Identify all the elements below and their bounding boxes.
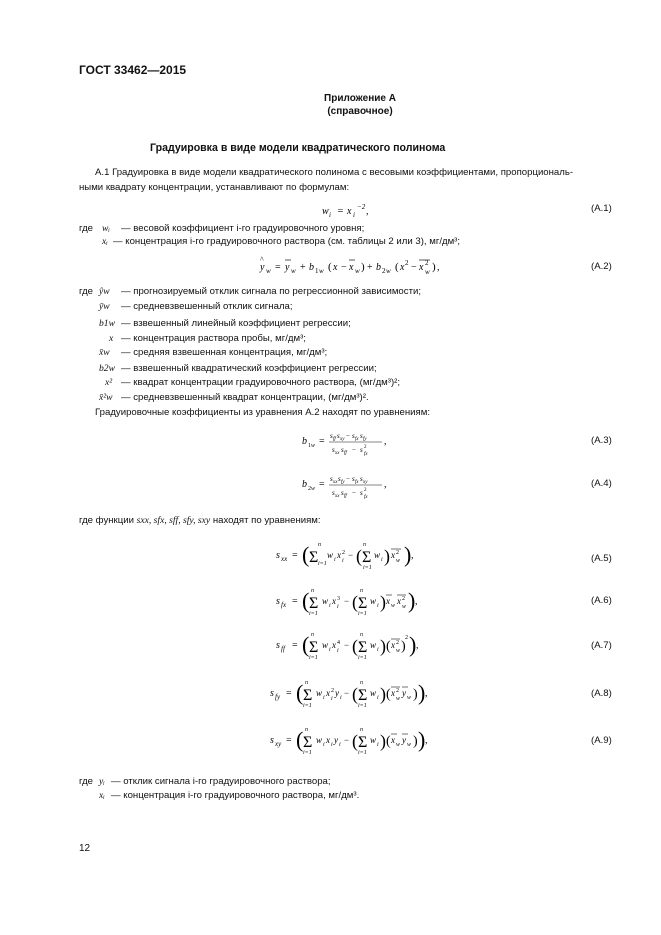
svg-text:+: + [367,262,373,273]
svg-text:b: b [302,479,307,490]
svg-text:(: ( [296,680,304,705]
svg-text:): ) [418,680,426,705]
svg-text:fy: fy [341,480,345,485]
svg-text:s: s [360,432,363,440]
svg-text:i: i [339,742,341,748]
svg-text:xx: xx [335,451,340,456]
svg-text:): ) [380,731,386,751]
equation-a7 [274,626,424,671]
intro-line-1: А.1 Градуировка в виде модели квадратического полинома с весовыми коэффициентами, пропорциональ- [95,167,574,178]
equation-a5-number: (А.5) [591,553,612,564]
where2-text-xbar: — средняя взвешенная концентрация, мг/дм³; [121,347,328,358]
equation-a9-number: (А.9) [591,735,612,746]
svg-text:i=1: i=1 [358,655,367,661]
svg-text:): ) [380,592,386,612]
coefficients-text: Градуировочные коэффициенты из уравнения А.2 находят по уравнениям: [95,407,430,418]
svg-text:w: w [396,648,401,654]
svg-text:1: 1 [308,443,311,449]
svg-text:=: = [292,550,298,561]
svg-text:i: i [337,648,339,654]
svg-text:2: 2 [308,486,311,492]
svg-text:b: b [376,262,381,273]
svg-text:(: ( [352,636,358,656]
svg-text:2: 2 [425,259,429,267]
svg-text:Σ: Σ [309,549,319,566]
svg-text:s: s [360,489,363,497]
svg-text:x: x [349,262,354,273]
svg-text:): ) [401,639,406,654]
svg-text:w: w [322,596,329,606]
svg-text:s: s [352,432,355,440]
svg-text:=: = [286,688,292,699]
svg-text:=: = [286,735,292,746]
equation-a1-graphic [318,202,398,220]
where2-sym-ybar: ȳw [99,301,110,312]
svg-text:,: , [437,262,440,273]
svg-text:Σ: Σ [309,639,319,656]
svg-text:s: s [338,475,341,483]
svg-text:^: ^ [260,255,264,264]
where2-sym-b2w: b2w [99,363,115,374]
svg-text:−: − [352,446,356,454]
svg-text:w: w [311,486,316,492]
svg-text:=: = [292,596,298,607]
svg-text:): ) [418,727,426,752]
svg-text:i=1: i=1 [318,561,327,567]
svg-text:w: w [396,742,401,748]
appendix-title [280,92,440,118]
svg-text:w: w [402,604,407,610]
svg-text:i: i [337,604,339,610]
svg-text:i: i [331,742,333,748]
appendix-title-text: Приложение А [324,93,396,104]
svg-text:s: s [276,640,280,651]
equation-a2-number: (А.2) [591,261,612,272]
svg-text:i: i [323,695,325,701]
svg-text:2: 2 [396,550,399,556]
equation-a4-graphic [300,471,400,501]
svg-text:2: 2 [342,550,345,556]
svg-text:+: + [300,262,306,273]
svg-text:Σ: Σ [358,687,368,704]
svg-text:s: s [337,432,340,440]
svg-text:i: i [329,603,331,609]
where3-sym-y: yᵢ [99,776,105,787]
svg-text:w: w [370,596,377,606]
svg-text:i=1: i=1 [358,703,367,709]
svg-text:(: ( [395,261,399,273]
svg-text:x: x [391,688,395,698]
svg-text:): ) [361,261,365,273]
svg-text:s: s [332,446,335,454]
functions-text-prefix: где функции [79,515,134,526]
svg-text:,: , [415,596,418,607]
where2-sym-b1w: b1w [99,318,115,329]
svg-text:s: s [332,489,335,497]
svg-text:n: n [311,632,314,638]
svg-text:w: w [322,640,329,650]
svg-text:x: x [391,735,395,745]
svg-text:i: i [342,558,344,564]
svg-text:(: ( [302,632,310,657]
where2-text-x2: — квадрат концентрации градуировочного раствора, (мг/дм³)²; [121,377,401,388]
equation-a3-graphic [300,428,400,458]
equation-a9 [268,721,428,766]
equation-a5 [274,536,424,581]
svg-text:s: s [360,475,363,483]
svg-text:2: 2 [364,445,367,450]
svg-text:w: w [370,735,377,745]
where2-text-b2w: — взвешенный квадратический коэффициент регрессии; [121,363,377,374]
svg-text:i=1: i=1 [309,655,318,661]
svg-text:w: w [316,735,323,745]
svg-text:b: b [302,436,307,447]
equation-a4-number: (А.4) [591,478,612,489]
svg-text:2: 2 [402,596,405,602]
equation-a9-graphic [268,721,428,761]
equation-a8-number: (А.8) [591,688,612,699]
equation-a7-graphic [274,626,424,666]
svg-text:=: = [319,436,325,447]
svg-text:x: x [386,596,390,606]
svg-text:,: , [384,479,387,490]
svg-text:(: ( [296,727,304,752]
equation-a1-number: (А.1) [591,203,612,214]
where2-text-ybar: — средневзвешенный отклик сигнала; [121,301,293,312]
svg-text:Σ: Σ [309,595,319,612]
svg-text:ff: ff [333,437,336,442]
svg-text:w: w [291,267,296,275]
svg-text:ff: ff [281,645,285,653]
svg-text:xy: xy [275,740,282,748]
svg-text:i: i [329,211,331,219]
svg-text:s: s [330,432,333,440]
svg-text:n: n [311,588,314,594]
svg-text:,: , [366,206,369,217]
svg-text:y: y [334,735,338,745]
svg-text:x: x [326,688,330,698]
svg-text:): ) [413,734,418,749]
svg-text:n: n [360,680,363,686]
svg-text:): ) [413,687,418,702]
where3-lead: где [79,776,94,787]
where2-lead: где [79,286,94,297]
svg-text:n: n [360,588,363,594]
document-standard-code: ГОСТ 33462—2015 [79,63,187,77]
equation-a3-number: (А.3) [591,435,612,446]
svg-text:x: x [326,735,330,745]
svg-text:w: w [391,603,396,609]
svg-text:i=1: i=1 [363,565,372,571]
svg-text:4: 4 [337,640,340,646]
svg-text:x: x [391,550,395,560]
svg-text:i: i [353,211,355,219]
svg-text:−: − [346,475,350,483]
svg-text:(: ( [352,592,358,612]
svg-text:w: w [311,443,316,449]
where1-text-w: — весовой коэффициент i-го градуировочного уровня; [121,223,365,234]
where2-text-b1w: — взвешенный линейный коэффициент регрессии; [121,318,351,329]
svg-text:i: i [377,742,379,748]
where2-text-x2bar: — средневзвешенный квадрат концентрации, (мг/дм³)². [121,392,369,403]
svg-text:=: = [275,262,281,273]
equation-a7-number: (А.7) [591,640,612,651]
svg-text:ff: ff [344,451,347,456]
svg-text:Σ: Σ [303,734,313,751]
svg-text:w: w [407,742,412,748]
functions-text-suffix: находят по уравнениям: [212,515,321,526]
svg-text:xx: xx [333,480,338,485]
svg-text:Σ: Σ [358,734,368,751]
svg-text:x: x [347,206,352,217]
svg-text:n: n [360,632,363,638]
functions-text-list: sxx, sfx, sff, sfy, sxy [136,515,211,526]
svg-text:x: x [332,596,336,606]
where3-sym-x: xᵢ [99,790,105,801]
appendix-subtitle-text: (справочное) [327,106,393,117]
svg-text:2: 2 [331,688,334,694]
svg-text:(: ( [352,731,358,751]
svg-text:x: x [332,640,336,650]
svg-text:x: x [397,596,401,606]
svg-text:w: w [355,267,360,275]
page-number: 12 [79,843,91,854]
svg-text:fy: fy [363,437,367,442]
equation-a6 [274,582,424,627]
where2-sym-yhat: ŷw [99,286,110,297]
svg-text:w: w [396,696,401,702]
where3-text-y: — отклик сигнала i-го градуировочного раствора; [111,776,331,787]
svg-text:): ) [380,636,386,656]
svg-text:x: x [333,262,338,273]
svg-text:−2: −2 [357,203,366,211]
svg-text:x: x [337,550,341,560]
svg-text:n: n [363,542,366,548]
svg-text:−: − [346,432,350,440]
svg-text:w: w [370,640,377,650]
where2-sym-x2bar: x̄²w [99,392,113,403]
svg-text:Σ: Σ [358,595,368,612]
svg-text:w: w [316,688,323,698]
svg-text:i=1: i=1 [358,750,367,756]
svg-text:x: x [419,262,424,273]
svg-text:i=1: i=1 [303,750,312,756]
where2-sym-x: x [109,333,114,344]
svg-text:(: ( [386,687,391,702]
svg-text:−: − [344,688,350,698]
svg-text:xy: xy [363,480,368,485]
svg-text:2: 2 [396,640,399,646]
svg-text:−: − [344,640,350,650]
svg-text:3: 3 [337,596,340,602]
svg-text:w: w [322,206,329,217]
svg-text:s: s [341,446,344,454]
svg-text:=: = [337,206,344,217]
svg-text:y: y [402,688,406,698]
where1-text-x: — концентрация i-го градуировочного раствора (см. таблицы 2 или 3), мг/дм³; [113,236,461,247]
svg-text:,: , [411,550,414,561]
svg-text:i: i [323,742,325,748]
svg-text:n: n [305,680,308,686]
svg-text:Σ: Σ [303,687,313,704]
svg-text:x: x [400,262,405,273]
svg-text:y: y [285,262,290,273]
svg-text:y: y [260,262,265,273]
svg-text:−: − [352,489,356,497]
equation-a2-graphic [258,254,448,278]
svg-text:): ) [380,684,386,704]
svg-text:2: 2 [405,635,408,641]
equation-a3 [300,428,400,463]
svg-text:fx: fx [355,480,359,485]
svg-text:2: 2 [364,488,367,493]
svg-text:s: s [276,550,280,561]
svg-text:): ) [404,542,412,567]
svg-text:(: ( [386,639,391,654]
svg-text:s: s [270,735,274,746]
svg-text:(: ( [302,588,310,613]
svg-text:Σ: Σ [358,639,368,656]
svg-text:−: − [348,550,354,560]
svg-text:(: ( [356,546,362,566]
svg-text:xy: xy [340,437,345,442]
section-title: Градуировка в виде модели квадратического полинома [150,142,446,154]
svg-text:i: i [377,603,379,609]
svg-text:fx: fx [364,495,368,500]
svg-text:ff: ff [344,494,347,499]
svg-text:x: x [391,640,395,650]
equation-a6-graphic [274,582,424,622]
svg-text:n: n [318,542,321,548]
svg-text:Σ: Σ [362,549,372,566]
svg-text:n: n [305,727,308,733]
svg-text:w: w [266,267,271,275]
svg-text:i: i [329,647,331,653]
svg-text:,: , [416,640,419,651]
svg-text:s: s [330,475,333,483]
svg-text:i: i [381,557,383,563]
svg-text:s: s [360,446,363,454]
equation-a1 [318,202,398,223]
svg-text:2: 2 [405,259,409,267]
where2-text-yhat: — прогнозируемый отклик сигнала по регрессионной зависимости; [121,286,421,297]
svg-text:i: i [377,647,379,653]
equation-a8-graphic [268,674,428,714]
svg-text:,: , [425,735,428,746]
svg-text:xx: xx [281,555,288,563]
where2-sym-x2: x² [105,377,113,388]
svg-text:i: i [334,557,336,563]
svg-text:1: 1 [315,267,319,275]
equation-a5-graphic [274,536,424,576]
svg-text:): ) [432,261,436,273]
svg-text:2: 2 [382,267,386,275]
svg-text:=: = [292,640,298,651]
svg-text:i: i [340,695,342,701]
svg-text:i=1: i=1 [303,703,312,709]
svg-text:s: s [270,688,274,699]
where2-text-x: — концентрация раствора пробы, мг/дм³; [121,333,306,344]
svg-text:2: 2 [396,688,399,694]
svg-text:i=1: i=1 [358,611,367,617]
svg-text:w: w [319,267,324,275]
intro-line-2: ными квадрату концентрации, устанавливают по формулам: [79,182,350,193]
svg-text:w: w [386,267,391,275]
equation-a4 [300,471,400,506]
svg-text:): ) [408,588,416,613]
svg-text:fx: fx [355,437,359,442]
equation-a8 [268,674,428,719]
svg-text:): ) [384,546,390,566]
svg-text:s: s [341,489,344,497]
svg-text:i: i [377,695,379,701]
svg-text:w: w [327,550,334,560]
svg-text:,: , [425,688,428,699]
svg-text:w: w [425,268,430,276]
where1-sym-x: xᵢ [102,236,108,247]
svg-text:w: w [374,550,381,560]
where2-sym-xbar: x̄w [99,347,110,358]
svg-text:s: s [352,475,355,483]
svg-text:n: n [360,727,363,733]
where1-sym-w: wᵢ [102,223,110,234]
svg-text:(: ( [302,542,310,567]
svg-text:w: w [407,695,412,701]
svg-text:(: ( [328,261,332,273]
svg-text:fx: fx [281,601,287,609]
svg-text:−: − [341,262,347,273]
svg-text:i: i [331,696,333,702]
svg-text:(: ( [386,734,391,749]
svg-text:b: b [309,262,314,273]
svg-text:): ) [409,632,417,657]
svg-text:w: w [396,558,401,564]
functions-text [79,514,321,527]
svg-text:fy: fy [275,693,281,701]
where1-lead: где [79,223,94,234]
equation-a6-number: (А.6) [591,595,612,606]
svg-text:−: − [344,735,350,745]
svg-text:xx: xx [335,494,340,499]
svg-text:y: y [402,735,406,745]
svg-text:i=1: i=1 [309,611,318,617]
where3-text-x: — концентрация i-го градуировочного раствора, мг/дм³. [111,790,360,801]
svg-text:−: − [411,262,417,273]
equation-a2 [258,254,448,283]
svg-text:w: w [370,688,377,698]
svg-text:−: − [344,596,350,606]
svg-text:,: , [384,436,387,447]
svg-text:y: y [335,688,339,698]
svg-text:s: s [276,596,280,607]
svg-text:=: = [319,479,325,490]
svg-text:fx: fx [364,452,368,457]
svg-text:(: ( [352,684,358,704]
